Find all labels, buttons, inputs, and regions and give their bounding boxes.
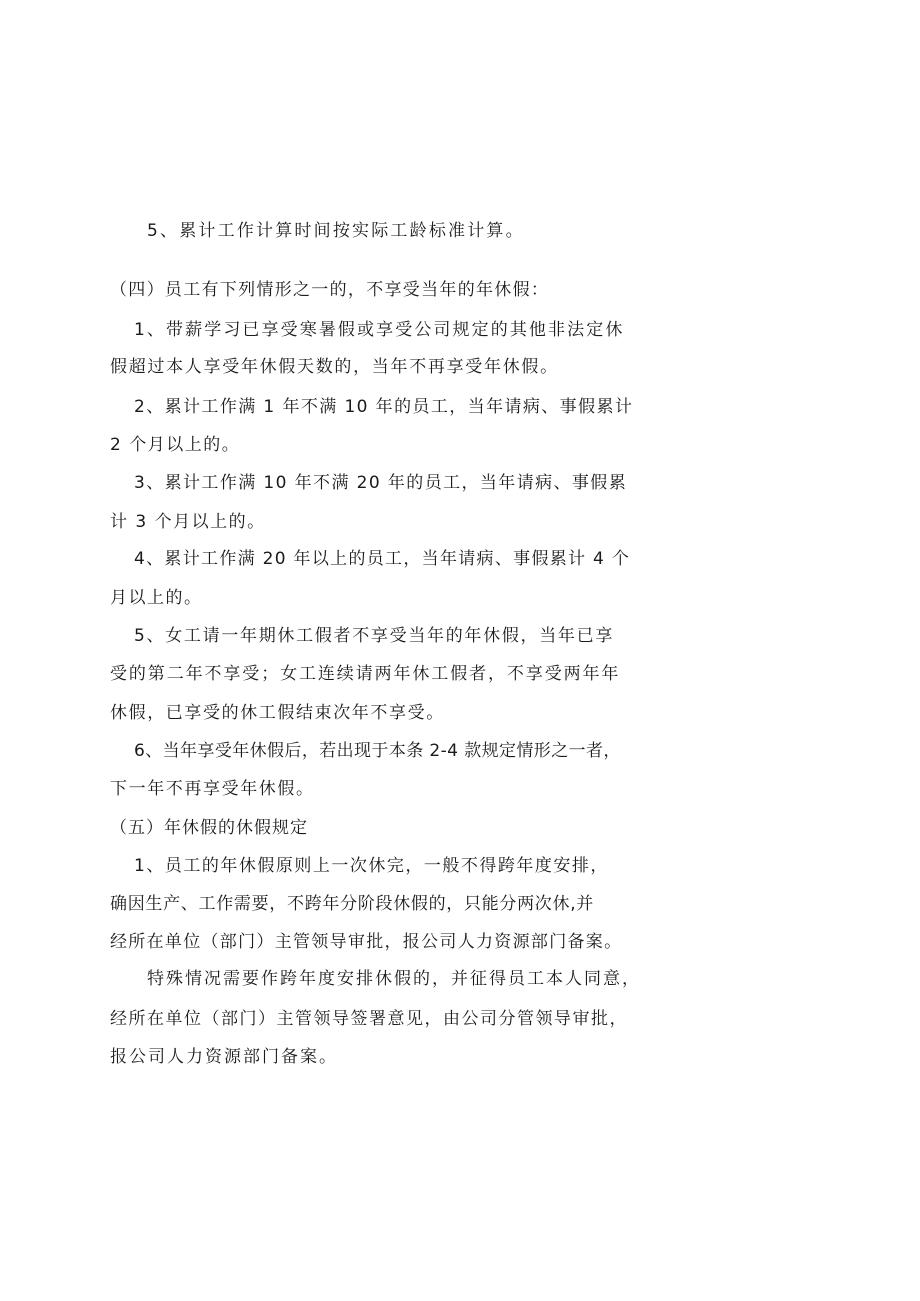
paragraph-line: 4、累计工作满 20 年以上的员工，当年请病、事假累计 4 个 [134, 549, 631, 569]
paragraph-line: 1、带薪学习已享受寒暑假或享受公司规定的其他非法定休 [134, 320, 625, 340]
paragraph-line: 报公司人力资源部门备案。 [110, 1047, 338, 1067]
paragraph-line: 1、员工的年休假原则上一次休完，一般不得跨年度安排， [134, 856, 609, 876]
paragraph-line: 经所在单位（部门）主管领导签署意见，由公司分管领导审批， [110, 1009, 628, 1029]
paragraph-line: 受的第二年不享受；女工连续请两年休工假者，不享受两年年 [110, 664, 621, 684]
paragraph-line: 2、累计工作满 1 年不满 10 年的员工，当年请病、事假累计 [134, 397, 634, 417]
paragraph-line: 月以上的。 [110, 588, 203, 608]
paragraph-line: 5、累计工作计算时间按实际工龄标准计算。 [147, 221, 525, 241]
section-heading-5: （五）年休假的休假规定 [110, 818, 308, 838]
paragraph-line: 下一年不再享受年休假。 [110, 779, 315, 799]
paragraph-line: 计 3 个月以上的。 [110, 512, 266, 532]
paragraph-line: 2 个月以上的。 [110, 435, 241, 455]
section-heading-4: （四）员工有下列情形之一的，不享受当年的年休假： [110, 280, 550, 300]
paragraph-line: 6、当年享受年休假后，若出现于本条 2-4 款规定情形之一者， [134, 741, 621, 761]
paragraph-line: 假超过本人享受年休假天数的，当年不再享受年休假。 [110, 357, 559, 377]
paragraph-line: 5、女工请一年期休工假者不享受当年的年休假，当年已享 [134, 626, 615, 646]
paragraph-line: 经所在单位（部门）主管领导审批，报公司人力资源部门备案。 [110, 932, 623, 952]
paragraph-line: 确因生产、工作需要，不跨年分阶段休假的，只能分两次休,并 [110, 894, 595, 914]
paragraph-line: 休假，已享受的休工假结束次年不享受。 [110, 703, 445, 723]
paragraph-line: 3、累计工作满 10 年不满 20 年的员工，当年请病、事假累 [134, 473, 628, 493]
paragraph-line: 特殊情况需要作跨年度安排休假的，并征得员工本人同意， [147, 969, 641, 989]
